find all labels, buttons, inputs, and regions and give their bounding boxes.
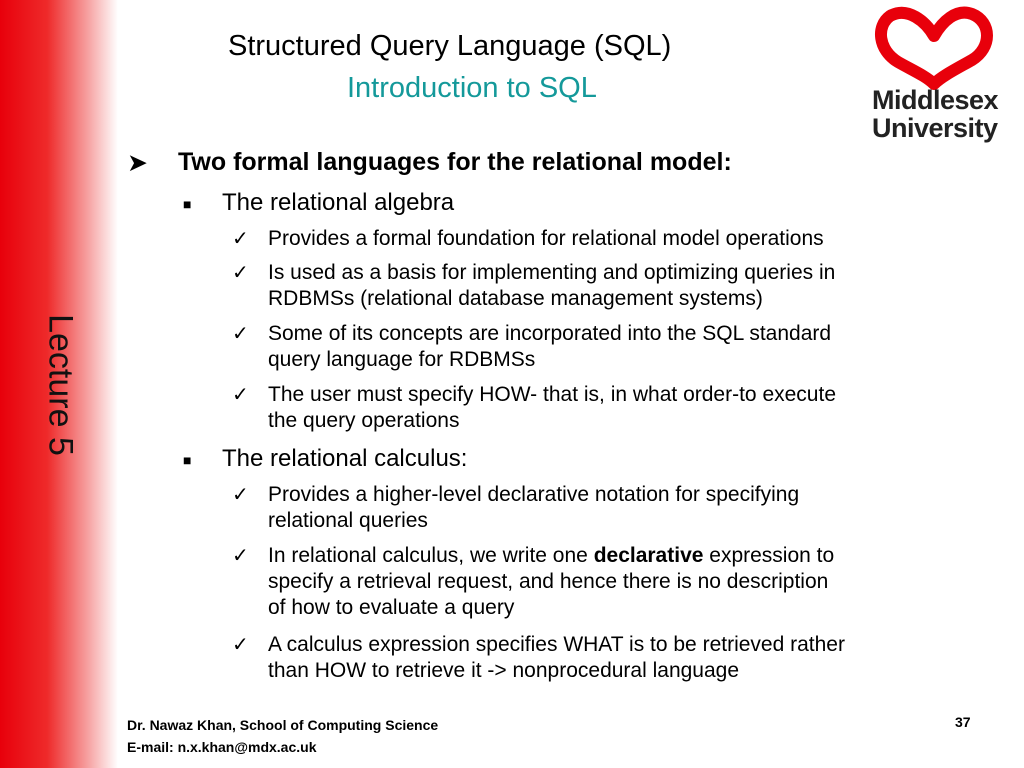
list-item: A calculus expression specifies WHAT is to be retrieved rather than HOW to retrieve it -> nonprocedural language: [268, 633, 845, 682]
footer-email: E-mail: n.x.khan@mdx.ac.uk: [127, 739, 317, 755]
checkmark-bullet-icon: ✓: [232, 228, 249, 250]
section-label: The relational algebra: [222, 189, 455, 216]
emphasis-text: declarative: [593, 544, 704, 567]
section-label: The relational calculus:: [222, 445, 468, 472]
list-item: The user must specify HOW- that is, in what order-to execute the query operations: [268, 383, 836, 432]
slide-subtitle: Introduction to SQL: [347, 72, 597, 104]
list-item: In relational calculus, we write one declarative expression to specify a retrieval request, and hence there is no description of how to evaluate a query: [268, 544, 835, 619]
arrowhead-bullet-icon: ➤: [127, 149, 148, 177]
checkmark-bullet-icon: ✓: [232, 634, 249, 656]
logo-wordmark: [872, 86, 998, 142]
square-bullet-icon: ■: [183, 452, 192, 468]
footer-author: Dr. Nawaz Khan, School of Computing Science: [127, 717, 439, 733]
page-number: 37: [955, 714, 971, 730]
checkmark-bullet-icon: ✓: [232, 384, 249, 406]
list-item: Some of its concepts are incorporated into the SQL standard query language for RDBMSs: [268, 322, 832, 371]
square-bullet-icon: ■: [183, 196, 192, 212]
checkmark-bullet-icon: ✓: [232, 545, 249, 567]
list-item: Is used as a basis for implementing and optimizing queries in RDBMSs (relational database management systems): [268, 261, 836, 310]
footer: [127, 714, 438, 758]
logo-text-line2: University: [872, 113, 998, 143]
checkmark-bullet-icon: ✓: [232, 262, 249, 284]
checkmark-bullet-icon: ✓: [232, 484, 249, 506]
logo-text-line1: Middlesex: [872, 85, 999, 115]
content-heading: Two formal languages for the relational model:: [178, 148, 732, 176]
lecture-label: Lecture 5: [41, 314, 80, 456]
checkmark-bullet-icon: ✓: [232, 323, 249, 345]
list-item: Provides a higher-level declarative notation for specifying relational queries: [268, 483, 800, 532]
list-item: Provides a formal foundation for relational model operations: [268, 227, 824, 250]
slide-title: Structured Query Language (SQL): [228, 30, 672, 62]
